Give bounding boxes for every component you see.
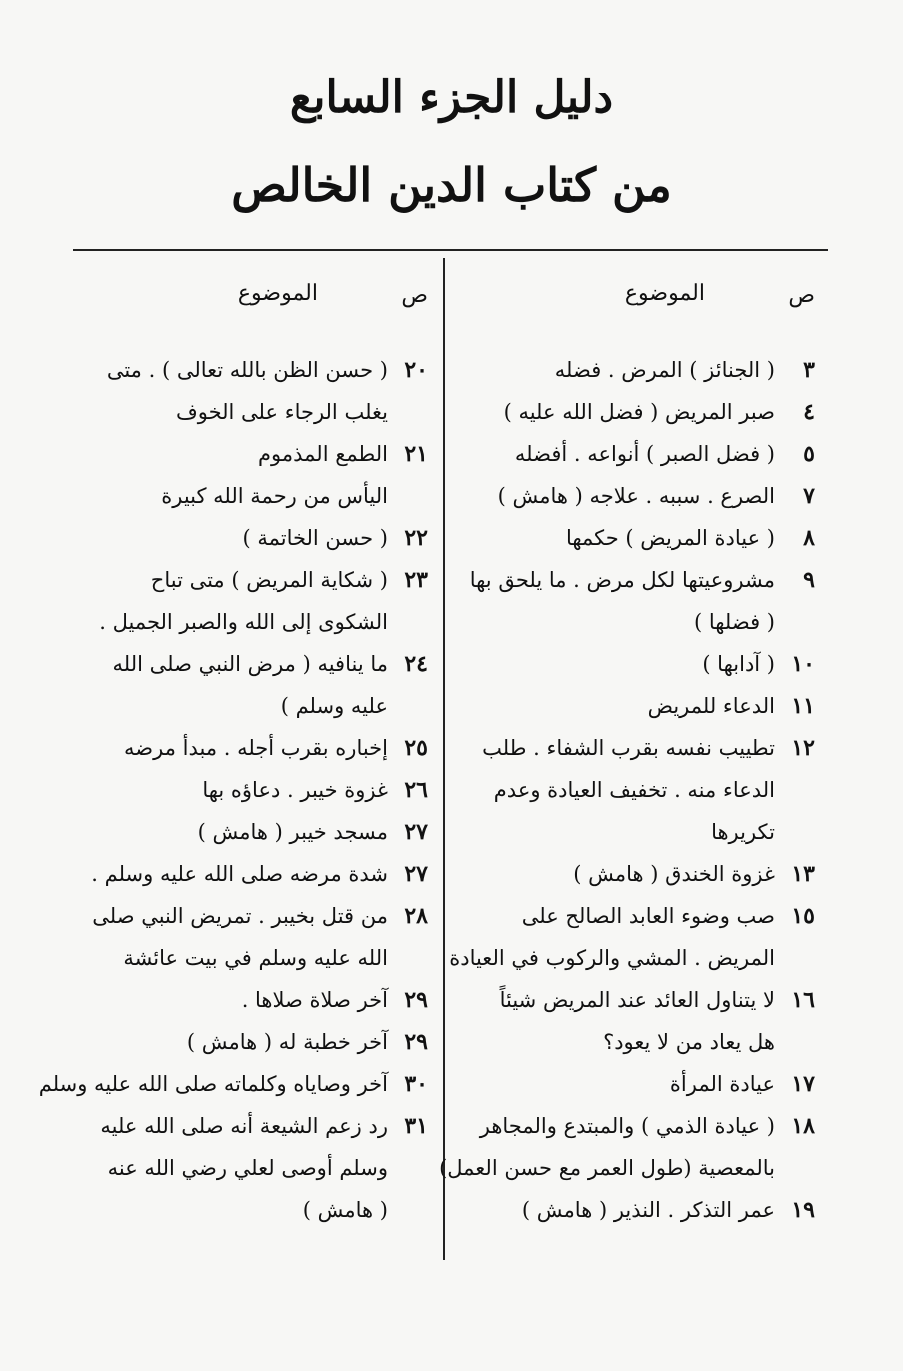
entry-topic-line: غزوة الخندق ( هامش ) xyxy=(573,862,775,886)
entry-topic-line: الطمع المذموم xyxy=(258,442,388,466)
entry-topic-line: تطييب نفسه بقرب الشفاء . طلب xyxy=(482,736,775,760)
entry-topic-line: من قتل بخيبر . تمريض النبي صلى xyxy=(92,904,388,928)
entry-topic-line: الدعاء منه . تخفيف العيادة وعدم xyxy=(493,778,775,802)
entry-page-number: ٢٧ xyxy=(404,861,428,887)
entry-page-number: ٢٣ xyxy=(404,567,428,593)
entry-topic-line: إخباره بقرب أجله . مبدأ مرضه xyxy=(124,736,388,760)
entry-topic xyxy=(76,811,388,853)
index-entry xyxy=(76,1021,428,1063)
entry-page-number: ٢٥ xyxy=(404,735,428,761)
entry-page-number: ٥ xyxy=(803,441,815,467)
page-subtitle: من كتاب الدين الخالص xyxy=(231,158,672,212)
page-number-header: ص xyxy=(401,283,428,308)
index-entry xyxy=(76,559,428,643)
entry-topic-line: ( الجنائز ) المرض . فضله xyxy=(554,358,775,382)
index-entry xyxy=(76,727,428,769)
index-entry xyxy=(76,517,428,559)
entry-page-number: ٣ xyxy=(803,357,815,383)
entry-topic-line: الشكوى إلى الله والصبر الجميل . xyxy=(99,610,388,634)
entry-topic xyxy=(76,433,388,517)
index-entry xyxy=(76,979,428,1021)
entry-page-number: ١٧ xyxy=(791,1071,815,1097)
entry-page-number: ٣٠ xyxy=(404,1071,428,1097)
entry-topic xyxy=(76,769,388,811)
index-entry xyxy=(445,559,815,643)
entry-topic xyxy=(439,1105,775,1189)
index-entry xyxy=(38,1063,428,1105)
index-entry xyxy=(445,895,815,979)
index-entry xyxy=(439,1105,815,1189)
entry-topic xyxy=(76,1105,388,1231)
index-entry xyxy=(445,349,815,391)
entry-topic xyxy=(445,1063,775,1105)
entry-topic-line: ( فضل الصبر ) أنواعه . أفضله xyxy=(514,442,775,466)
entry-topic-line: ( آدابها ) xyxy=(702,652,775,676)
index-entry xyxy=(76,895,428,979)
entry-topic xyxy=(445,727,775,853)
entry-topic-line: ( هامش ) xyxy=(302,1198,388,1222)
index-entry xyxy=(445,1189,815,1231)
entry-topic xyxy=(445,517,775,559)
index-entry xyxy=(76,811,428,853)
entry-topic-line: وسلم أوصى لعلي رضي الله عنه xyxy=(107,1156,388,1180)
entry-topic-line: الله عليه وسلم في بيت عائشة xyxy=(123,946,388,970)
entry-topic xyxy=(445,979,775,1063)
entry-topic xyxy=(445,643,775,685)
index-entry xyxy=(76,769,428,811)
entry-topic-line: المريض . المشي والركوب في العيادة xyxy=(449,946,775,970)
index-entry xyxy=(445,727,815,853)
index-entry xyxy=(76,433,428,517)
index-entry xyxy=(76,1105,428,1231)
page-number-header: ص xyxy=(788,283,815,308)
index-entries xyxy=(439,349,815,1231)
header-divider xyxy=(73,249,828,251)
index-entry xyxy=(445,517,815,559)
entry-topic-line: بالمعصية (طول العمر مع حسن العمل) xyxy=(439,1156,775,1180)
entry-page-number: ١٩ xyxy=(791,1197,815,1223)
entry-page-number: ٣١ xyxy=(404,1113,428,1139)
entry-topic xyxy=(76,517,388,559)
entry-page-number: ١١ xyxy=(791,693,815,719)
entry-topic-line: عمر التذكر . النذير ( هامش ) xyxy=(521,1198,775,1222)
entry-topic xyxy=(445,685,775,727)
entry-topic-line: آخر خطبة له ( هامش ) xyxy=(186,1030,388,1054)
entry-topic xyxy=(445,853,775,895)
entry-page-number: ٢٩ xyxy=(404,1029,428,1055)
entry-topic-line: ( عيادة الذمي ) والمبتدع والمجاهر xyxy=(479,1114,775,1138)
entry-topic-line: الدعاء للمريض xyxy=(647,694,775,718)
entry-page-number: ١٨ xyxy=(791,1113,815,1139)
index-column-left xyxy=(38,281,428,1231)
entry-topic-line: ( حسن الظن بالله تعالى ) . متى xyxy=(106,358,388,382)
entry-topic-line: مشروعيتها لكل مرض . ما يلحق بها xyxy=(469,568,775,592)
entry-topic xyxy=(76,559,388,643)
entry-page-number: ٢٨ xyxy=(404,903,428,929)
entry-topic xyxy=(76,349,388,433)
entry-page-number: ١٢ xyxy=(791,735,815,761)
entry-topic xyxy=(445,1189,775,1231)
entry-page-number: ٢١ xyxy=(404,441,428,467)
entry-page-number: ١٣ xyxy=(791,861,815,887)
entry-page-number: ٢٢ xyxy=(404,525,428,551)
entry-topic xyxy=(39,1063,388,1105)
index-entry xyxy=(445,853,815,895)
entry-topic-line: رد زعم الشيعة أنه صلى الله عليه xyxy=(100,1114,388,1138)
entry-page-number: ٢٦ xyxy=(404,777,428,803)
entry-page-number: ٢٤ xyxy=(404,651,428,677)
entry-topic-line: آخر صلاة صلاها . xyxy=(241,988,388,1012)
entry-topic-line: صبر المريض ( فضل الله عليه ) xyxy=(503,400,775,424)
entry-topic xyxy=(76,853,388,895)
entry-topic-line: ( فضلها ) xyxy=(693,610,775,634)
entry-topic xyxy=(445,475,775,517)
entry-topic xyxy=(445,559,775,643)
entry-topic xyxy=(76,643,388,727)
entry-page-number: ٧ xyxy=(803,483,815,509)
index-entry xyxy=(445,475,815,517)
entry-topic-line: ( شكاية المريض ) متى تباح xyxy=(150,568,388,592)
entry-topic-line: تكريرها xyxy=(711,820,775,844)
entry-page-number: ١٥ xyxy=(791,903,815,929)
index-entry xyxy=(445,979,815,1063)
entry-page-number: ٢٧ xyxy=(404,819,428,845)
entry-topic xyxy=(445,349,775,391)
index-entry xyxy=(445,643,815,685)
entry-page-number: ٩ xyxy=(803,567,815,593)
topic-header: الموضوع xyxy=(237,281,318,306)
entry-topic-line: ما ينافيه ( مرض النبي صلى الله xyxy=(112,652,388,676)
entry-topic-line: الصرع . سببه . علاجه ( هامش ) xyxy=(497,484,775,508)
entry-topic-line: ( حسن الخاتمة ) xyxy=(242,526,388,550)
index-entry xyxy=(76,349,428,433)
entry-topic-line: عليه وسلم ) xyxy=(280,694,388,718)
index-entry xyxy=(445,685,815,727)
entry-topic xyxy=(76,1021,388,1063)
entry-page-number: ٤ xyxy=(803,399,815,425)
topic-header: الموضوع xyxy=(624,281,705,306)
index-entry xyxy=(445,1063,815,1105)
entry-page-number: ٢٠ xyxy=(404,357,428,383)
entry-topic-line: اليأس من رحمة الله كبيرة xyxy=(161,484,388,508)
entry-page-number: ١٦ xyxy=(791,987,815,1013)
index-entry xyxy=(76,643,428,727)
entry-topic xyxy=(445,433,775,475)
index-entries xyxy=(38,349,428,1231)
page-title: دليل الجزء السابع xyxy=(289,72,614,123)
entry-topic-line: ( عيادة المريض ) حكمها xyxy=(565,526,775,550)
entry-topic-line: صب وضوء العابد الصالح على xyxy=(521,904,775,928)
index-column-right xyxy=(439,281,815,1231)
entry-topic xyxy=(445,895,775,979)
entry-topic-line: آخر وصاياه وكلماته صلى الله عليه وسلم xyxy=(38,1072,388,1096)
entry-topic-line: هل يعاد من لا يعود؟ xyxy=(603,1030,775,1054)
entry-topic-line: شدة مرضه صلى الله عليه وسلم . xyxy=(91,862,388,886)
entry-topic-line: غزوة خيبر . دعاؤه بها xyxy=(202,778,388,802)
entry-topic-line: عيادة المرأة xyxy=(669,1072,775,1096)
entry-topic xyxy=(445,391,775,433)
entry-page-number: ٢٩ xyxy=(404,987,428,1013)
entry-page-number: ١٠ xyxy=(791,651,815,677)
entry-page-number: ٨ xyxy=(803,525,815,551)
entry-topic xyxy=(76,727,388,769)
entry-topic xyxy=(76,979,388,1021)
index-entry xyxy=(445,433,815,475)
column-header xyxy=(445,283,815,323)
index-entry xyxy=(445,391,815,433)
entry-topic xyxy=(76,895,388,979)
index-entry xyxy=(76,853,428,895)
column-header xyxy=(76,283,428,323)
entry-topic-line: يغلب الرجاء على الخوف xyxy=(175,400,388,424)
entry-topic-line: مسجد خيبر ( هامش ) xyxy=(197,820,388,844)
entry-topic-line: لا يتناول العائد عند المريض شيئاً xyxy=(499,988,775,1012)
